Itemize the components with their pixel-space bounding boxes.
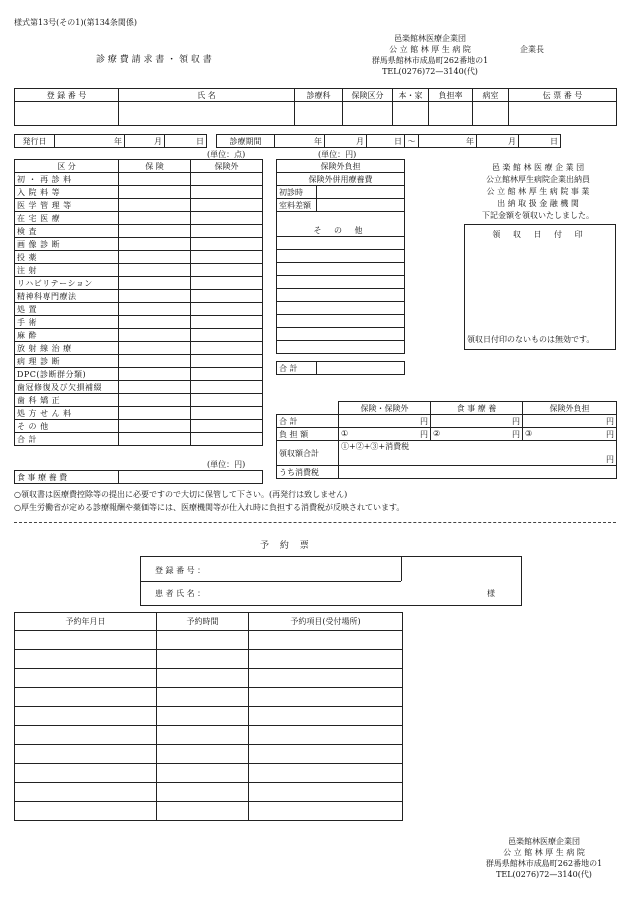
category-row bbox=[15, 342, 263, 355]
category-label: 放 射 線 治 療 bbox=[15, 342, 119, 355]
category-insurance-value[interactable] bbox=[119, 290, 191, 303]
summary-total-uninsured[interactable]: 円 bbox=[523, 415, 617, 428]
reservation-row bbox=[15, 650, 403, 669]
col-name: 氏 名 bbox=[119, 89, 295, 102]
received-total[interactable] bbox=[339, 441, 617, 466]
form-number: 様式第13号(その1)(第134条関係) bbox=[14, 18, 138, 27]
summary-burden-label: 負 担 額 bbox=[277, 428, 339, 441]
room-value[interactable] bbox=[473, 102, 509, 126]
category-insurance-value[interactable] bbox=[119, 303, 191, 316]
uninsured-blank-row bbox=[277, 250, 405, 263]
category-label: 在 宅 医 療 bbox=[15, 212, 119, 225]
reservation-row bbox=[15, 802, 403, 821]
category-row bbox=[15, 407, 263, 420]
category-label: 検 査 bbox=[15, 225, 119, 238]
res-time-cell[interactable] bbox=[157, 802, 249, 821]
res-date-cell[interactable] bbox=[15, 802, 157, 821]
uninsured-blank-row bbox=[277, 263, 405, 276]
category-uninsured-value[interactable] bbox=[191, 199, 263, 212]
uninsured-table bbox=[276, 159, 405, 354]
category-uninsured-value[interactable] bbox=[191, 433, 263, 446]
category-insurance-value[interactable] bbox=[119, 225, 191, 238]
circled-1: ① bbox=[341, 428, 349, 438]
category-insurance-value[interactable] bbox=[119, 329, 191, 342]
uninsured-blank-row bbox=[277, 276, 405, 289]
category-uninsured-value[interactable] bbox=[191, 290, 263, 303]
burden-uninsured[interactable] bbox=[523, 428, 617, 441]
category-row bbox=[15, 173, 263, 186]
reservation-row bbox=[15, 726, 403, 745]
res-item-cell[interactable] bbox=[249, 726, 403, 745]
other-label: そ の 他 bbox=[277, 224, 405, 237]
category-insurance-value[interactable] bbox=[119, 277, 191, 290]
res-date-cell[interactable] bbox=[15, 726, 157, 745]
res-item-cell[interactable] bbox=[249, 802, 403, 821]
category-row bbox=[15, 420, 263, 433]
summary-received-label: 領収額合計 bbox=[277, 441, 339, 466]
issuer-address: 群馬県館林市成島町262番地の1 bbox=[371, 56, 489, 65]
category-insurance-value[interactable] bbox=[119, 251, 191, 264]
summary-header-food: 食 事 療 養 bbox=[431, 402, 523, 415]
issuer-org: 邑楽館林医療企業団 bbox=[394, 34, 466, 43]
res-time-cell[interactable] bbox=[157, 726, 249, 745]
col-self-family: 本・家 bbox=[393, 89, 429, 102]
uninsured-blank-cell[interactable] bbox=[277, 302, 405, 315]
res-item-cell[interactable] bbox=[249, 745, 403, 764]
issue-month: 月 bbox=[125, 135, 165, 148]
summary-total-label: 合 計 bbox=[277, 415, 339, 428]
mixed-care-label: 保険外併用療養費 bbox=[277, 173, 405, 186]
category-row bbox=[15, 368, 263, 381]
category-uninsured-value[interactable] bbox=[191, 264, 263, 277]
category-row bbox=[15, 316, 263, 329]
burden-insurance-yen: 円 bbox=[420, 429, 428, 439]
reservation-table bbox=[14, 612, 403, 821]
first-visit-label: 初診時 bbox=[277, 186, 317, 199]
burden-insurance[interactable] bbox=[339, 428, 431, 441]
burden-food-yen: 円 bbox=[512, 429, 520, 439]
receipt-stamp-note: 領収日付印のないものは無効です。 bbox=[467, 335, 595, 344]
uninsured-header: 保険外負担 bbox=[277, 160, 405, 173]
circled-3: ③ bbox=[525, 428, 533, 438]
summary-total-insurance[interactable]: 円 bbox=[339, 415, 431, 428]
uninsured-blank-row bbox=[277, 328, 405, 341]
category-insurance-value[interactable] bbox=[119, 212, 191, 225]
uninsured-total-table bbox=[276, 361, 405, 375]
category-header: 区 分 bbox=[15, 160, 119, 173]
category-uninsured-value[interactable] bbox=[191, 238, 263, 251]
category-row bbox=[15, 277, 263, 290]
page-title: 診 療 費 請 求 書 ・ 領 収 書 bbox=[96, 55, 212, 65]
category-label: 歯 科 矯 正 bbox=[15, 394, 119, 407]
tax-value[interactable] bbox=[339, 466, 617, 479]
uninsured-blank-cell[interactable] bbox=[277, 341, 405, 354]
summary-tax-label: うち消費税 bbox=[277, 466, 339, 479]
category-label: 合 計 bbox=[15, 433, 119, 446]
res-time-cell[interactable] bbox=[157, 764, 249, 783]
category-table bbox=[14, 159, 263, 446]
category-label: 入 院 料 等 bbox=[15, 186, 119, 199]
res-date-cell[interactable] bbox=[15, 764, 157, 783]
period-to-day: 日 bbox=[519, 135, 561, 148]
period-from-month: 月 bbox=[325, 135, 367, 148]
res-date-cell[interactable] bbox=[15, 745, 157, 764]
category-insurance-value[interactable] bbox=[119, 420, 191, 433]
category-row bbox=[15, 225, 263, 238]
bottom-issuer-org: 邑楽館林医療企業団 bbox=[508, 837, 580, 846]
issue-day: 日 bbox=[165, 135, 207, 148]
category-uninsured-value[interactable] bbox=[191, 329, 263, 342]
reservation-row bbox=[15, 688, 403, 707]
category-insurance-value[interactable] bbox=[119, 433, 191, 446]
category-insurance-value[interactable] bbox=[119, 368, 191, 381]
reservation-row bbox=[15, 631, 403, 650]
category-row bbox=[15, 381, 263, 394]
res-col-date: 予約年月日 bbox=[15, 613, 157, 631]
room-fee-value[interactable] bbox=[317, 199, 405, 212]
category-insurance-value[interactable] bbox=[119, 407, 191, 420]
res-item-cell[interactable] bbox=[249, 669, 403, 688]
uninsured-total-label: 合 計 bbox=[277, 362, 317, 375]
res-item-cell[interactable] bbox=[249, 764, 403, 783]
uninsured-blank-cell[interactable] bbox=[277, 250, 405, 263]
insurance-type-value[interactable] bbox=[343, 102, 393, 126]
name-value[interactable] bbox=[119, 102, 295, 126]
period-label: 診療期間 bbox=[217, 135, 275, 148]
category-row bbox=[15, 251, 263, 264]
received-yen: 円 bbox=[606, 455, 614, 464]
col-department: 診療科 bbox=[295, 89, 343, 102]
category-row bbox=[15, 290, 263, 303]
cashier-line-1: 邑 楽 館 林 医 療 企 業 団 bbox=[491, 163, 585, 172]
category-uninsured-value[interactable] bbox=[191, 186, 263, 199]
category-uninsured-value[interactable] bbox=[191, 342, 263, 355]
category-row bbox=[15, 238, 263, 251]
department-value[interactable] bbox=[295, 102, 343, 126]
reservation-name-label: 患 者 氏 名 ： bbox=[155, 589, 206, 598]
uninsured-blank-row bbox=[277, 341, 405, 354]
category-label: 画 像 診 断 bbox=[15, 238, 119, 251]
category-label: 歯冠修復及び欠損補綴 bbox=[15, 381, 119, 394]
issuer-tel: TEL(0276)72—3140(代) bbox=[382, 67, 478, 76]
burden-uninsured-yen: 円 bbox=[606, 429, 614, 439]
uninsured-blank-cell[interactable] bbox=[277, 315, 405, 328]
cashier-line-2: 公立館林厚生病院企業出納員 bbox=[486, 175, 590, 184]
res-item-cell[interactable] bbox=[249, 650, 403, 669]
res-date-cell[interactable] bbox=[15, 631, 157, 650]
category-row bbox=[15, 329, 263, 342]
uninsured-col-header: 保険外 bbox=[191, 160, 263, 173]
category-insurance-value[interactable] bbox=[119, 381, 191, 394]
res-time-cell[interactable] bbox=[157, 650, 249, 669]
reservation-patient-box bbox=[140, 556, 522, 606]
uninsured-blank-cell[interactable] bbox=[277, 237, 405, 250]
res-item-cell[interactable] bbox=[249, 707, 403, 726]
category-insurance-value[interactable] bbox=[119, 316, 191, 329]
first-visit-value[interactable] bbox=[317, 186, 405, 199]
category-row bbox=[15, 264, 263, 277]
circled-2: ② bbox=[433, 428, 441, 438]
category-label: 麻 酔 bbox=[15, 329, 119, 342]
category-insurance-value[interactable] bbox=[119, 173, 191, 186]
res-item-cell[interactable] bbox=[249, 783, 403, 802]
category-label: 医 学 管 理 等 bbox=[15, 199, 119, 212]
room-fee-label: 室料差額 bbox=[277, 199, 317, 212]
col-rate: 負担率 bbox=[429, 89, 473, 102]
category-uninsured-value[interactable] bbox=[191, 394, 263, 407]
category-uninsured-value[interactable] bbox=[191, 381, 263, 394]
col-slip: 伝 票 番 号 bbox=[509, 89, 617, 102]
uninsured-blank-row bbox=[277, 302, 405, 315]
res-date-cell[interactable] bbox=[15, 650, 157, 669]
category-label: 処 方 せ ん 料 bbox=[15, 407, 119, 420]
summary-header-uninsured: 保険外負担 bbox=[523, 402, 617, 415]
category-row bbox=[15, 433, 263, 446]
uninsured-blank-row bbox=[277, 289, 405, 302]
issuer-block bbox=[360, 33, 500, 77]
category-uninsured-value[interactable] bbox=[191, 368, 263, 381]
category-label: 投 薬 bbox=[15, 251, 119, 264]
category-uninsured-value[interactable] bbox=[191, 420, 263, 433]
uninsured-total-value[interactable] bbox=[317, 362, 405, 375]
res-date-cell[interactable] bbox=[15, 707, 157, 726]
category-label: 初 ・ 再 診 料 bbox=[15, 173, 119, 186]
category-uninsured-value[interactable] bbox=[191, 407, 263, 420]
res-date-cell[interactable] bbox=[15, 688, 157, 707]
food-value[interactable] bbox=[119, 471, 263, 484]
reservation-sama: 様 bbox=[487, 589, 495, 598]
category-uninsured-value[interactable] bbox=[191, 225, 263, 238]
received-formula: ①+②+③+消費税 bbox=[341, 442, 410, 451]
reservation-title: 予 約 票 bbox=[260, 541, 313, 551]
reservation-row bbox=[15, 745, 403, 764]
cashier-line-4: 出 納 取 扱 金 融 機 関 bbox=[497, 199, 579, 208]
category-uninsured-value[interactable] bbox=[191, 355, 263, 368]
res-time-cell[interactable] bbox=[157, 631, 249, 650]
res-col-item: 予約項目(受付場所) bbox=[249, 613, 403, 631]
self-family-value[interactable] bbox=[393, 102, 429, 126]
res-item-cell[interactable] bbox=[249, 688, 403, 707]
category-row bbox=[15, 355, 263, 368]
issuer-head: 企業長 bbox=[520, 45, 544, 54]
period-separator: ～ bbox=[405, 135, 419, 148]
note-1: ○領収書は医療費控除等の提出に必要ですので大切に保管して下さい。(再発行は致しません) bbox=[14, 490, 348, 499]
category-label: 病 理 診 断 bbox=[15, 355, 119, 368]
note-2: ○厚生労働省が定める診療報酬や薬価等には、医療機関等が仕入れ時に負担する消費税が反映されています。 bbox=[14, 503, 405, 512]
category-insurance-value[interactable] bbox=[119, 264, 191, 277]
category-label: 精神科専門療法 bbox=[15, 290, 119, 303]
uninsured-blank-row bbox=[277, 237, 405, 250]
category-insurance-value[interactable] bbox=[119, 342, 191, 355]
unit-yen-lower: (単位：円) bbox=[207, 460, 246, 469]
summary-header-insurance: 保険・保険外 bbox=[339, 402, 431, 415]
period-to-month: 月 bbox=[477, 135, 519, 148]
bottom-issuer-hospital: 公 立 館 林 厚 生 病 院 bbox=[503, 848, 585, 857]
category-insurance-value[interactable] bbox=[119, 355, 191, 368]
cashier-line-3: 公 立 館 林 厚 生 病 院 事 業 bbox=[486, 187, 590, 196]
reservation-row bbox=[15, 707, 403, 726]
category-uninsured-value[interactable] bbox=[191, 173, 263, 186]
uninsured-blank-cell[interactable] bbox=[277, 263, 405, 276]
rate-value[interactable] bbox=[429, 102, 473, 126]
category-uninsured-value[interactable] bbox=[191, 251, 263, 264]
period-table bbox=[216, 134, 561, 148]
cashier-block bbox=[462, 162, 614, 222]
category-uninsured-value[interactable] bbox=[191, 316, 263, 329]
receipt-stamp-label: 領 収 日 付 印 bbox=[492, 230, 588, 239]
res-time-cell[interactable] bbox=[157, 688, 249, 707]
registration-value[interactable] bbox=[15, 102, 119, 126]
bottom-issuer-block bbox=[470, 836, 618, 880]
period-from-year: 年 bbox=[275, 135, 325, 148]
col-registration: 登 録 番 号 bbox=[15, 89, 119, 102]
issuer-hospital: 公 立 館 林 厚 生 病 院 bbox=[389, 45, 471, 54]
bottom-issuer-tel: TEL(0276)72—3140(代) bbox=[496, 870, 592, 879]
res-time-cell[interactable] bbox=[157, 707, 249, 726]
category-row bbox=[15, 212, 263, 225]
header-info-table bbox=[14, 88, 617, 126]
category-label: リハビリテーション bbox=[15, 277, 119, 290]
res-col-time: 予約時間 bbox=[157, 613, 249, 631]
uninsured-blank-cell[interactable] bbox=[277, 276, 405, 289]
category-insurance-value[interactable] bbox=[119, 186, 191, 199]
unit-points: (単位：点) bbox=[207, 150, 246, 159]
category-insurance-value[interactable] bbox=[119, 394, 191, 407]
period-to-year: 年 bbox=[419, 135, 477, 148]
issue-date-table bbox=[14, 134, 207, 148]
issue-year: 年 bbox=[55, 135, 125, 148]
insurance-header: 保 険 bbox=[119, 160, 191, 173]
slip-value[interactable] bbox=[509, 102, 617, 126]
reservation-reg-label: 登 録 番 号 ： bbox=[155, 566, 206, 575]
category-insurance-value[interactable] bbox=[119, 199, 191, 212]
category-label: DPC(診断群分類) bbox=[15, 368, 119, 381]
category-row bbox=[15, 303, 263, 316]
res-date-cell[interactable] bbox=[15, 783, 157, 802]
uninsured-blank-cell[interactable] bbox=[277, 328, 405, 341]
cashier-line-5: 下記金額を領収いたしました。 bbox=[482, 211, 594, 220]
category-label: 注 射 bbox=[15, 264, 119, 277]
category-label: 手 術 bbox=[15, 316, 119, 329]
bottom-issuer-address: 群馬県館林市成島町262番地の1 bbox=[485, 859, 603, 868]
res-item-cell[interactable] bbox=[249, 631, 403, 650]
reservation-row bbox=[15, 669, 403, 688]
category-row bbox=[15, 186, 263, 199]
res-time-cell[interactable] bbox=[157, 669, 249, 688]
category-label: そ の 他 bbox=[15, 420, 119, 433]
res-date-cell[interactable] bbox=[15, 669, 157, 688]
category-row bbox=[15, 394, 263, 407]
category-uninsured-value[interactable] bbox=[191, 303, 263, 316]
col-insurance-type: 保険区分 bbox=[343, 89, 393, 102]
burden-food[interactable] bbox=[431, 428, 523, 441]
uninsured-blank-cell[interactable] bbox=[277, 289, 405, 302]
category-insurance-value[interactable] bbox=[119, 238, 191, 251]
food-table bbox=[14, 470, 263, 484]
reservation-row bbox=[15, 783, 403, 802]
res-time-cell[interactable] bbox=[157, 783, 249, 802]
res-time-cell[interactable] bbox=[157, 745, 249, 764]
reservation-row bbox=[15, 764, 403, 783]
category-row bbox=[15, 199, 263, 212]
summary-table bbox=[276, 401, 617, 479]
uninsured-blank-row bbox=[277, 315, 405, 328]
food-label: 食 事 療 養 費 bbox=[15, 471, 119, 484]
period-from-day: 日 bbox=[367, 135, 405, 148]
category-uninsured-value[interactable] bbox=[191, 212, 263, 225]
receipt-stamp-box bbox=[464, 224, 616, 350]
category-label: 処 置 bbox=[15, 303, 119, 316]
cut-line bbox=[14, 522, 616, 523]
col-room: 病室 bbox=[473, 89, 509, 102]
category-uninsured-value[interactable] bbox=[191, 277, 263, 290]
unit-yen: (単位：円) bbox=[318, 150, 357, 159]
summary-total-food[interactable]: 円 bbox=[431, 415, 523, 428]
issue-date-label: 発行日 bbox=[15, 135, 55, 148]
